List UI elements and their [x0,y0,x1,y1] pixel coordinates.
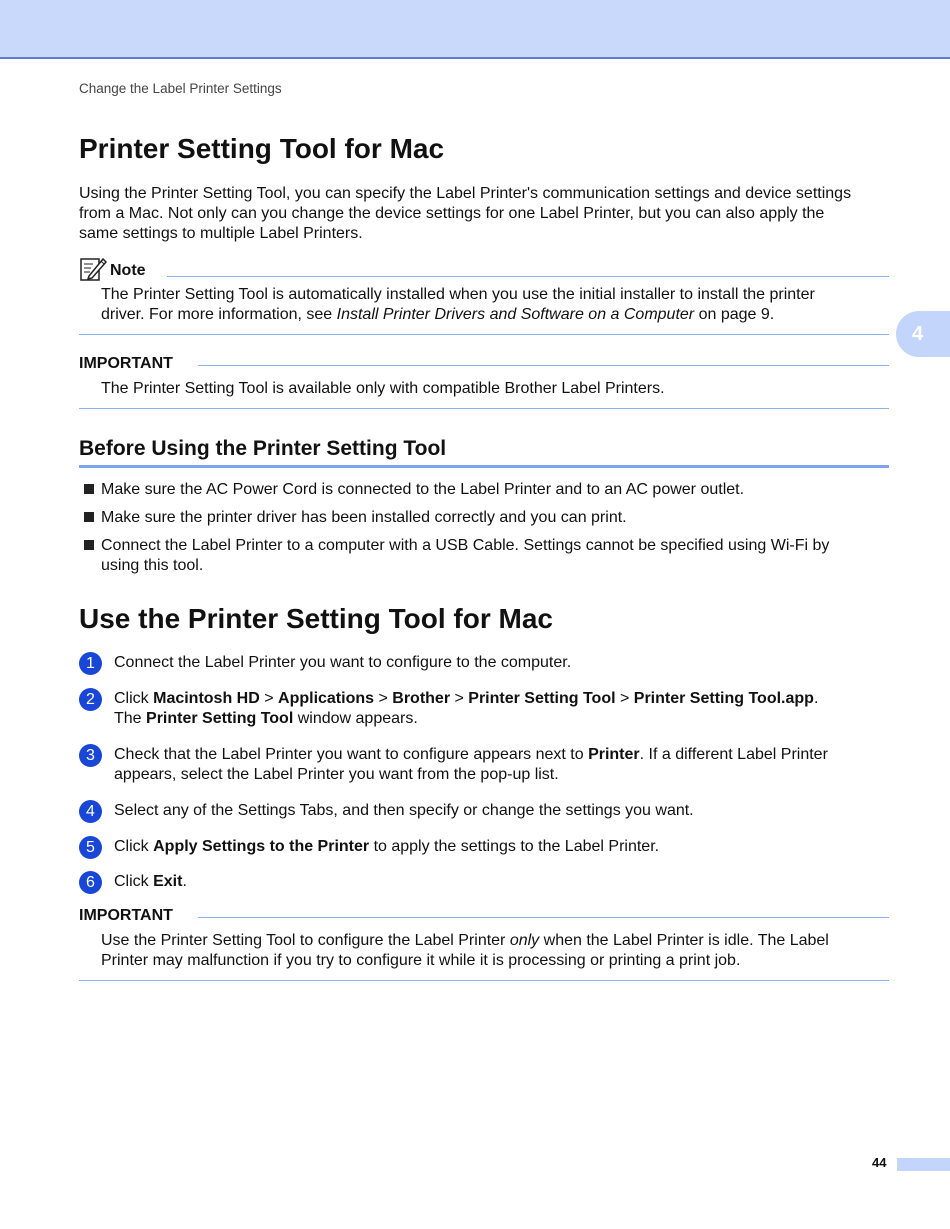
path-separator: > [259,690,279,707]
step-text-part: Click [114,838,154,855]
running-header: Change the Label Printer Settings [79,81,282,96]
intro-line: same settings to multiple Label Printers. [79,225,363,242]
important-line: Printer may malfunction if you try to configure it while it is processing or printing a print job. [101,952,741,969]
step-number-icon: 1 [79,652,102,675]
step-text [114,872,889,892]
step-text [114,837,889,857]
step-text [114,689,889,729]
important-bottom-rule [79,408,889,409]
ui-term: Printer [588,746,640,763]
step-text-part: . [813,690,819,707]
chapter-number: 4 [912,322,924,345]
note-pencil-icon [79,256,107,282]
important-top-rule [198,917,889,918]
menu-path-item: Macintosh HD [153,690,260,707]
step-number-icon: 3 [79,744,102,767]
step-text: Connect the Label Printer you want to configure to the computer. [114,654,572,671]
step-text-part: Click [114,873,154,890]
list-item-text: Make sure the AC Power Cord is connected to the Label Printer and to an AC power outlet. [101,481,745,498]
note-line: The Printer Setting Tool is automatically installed when you use the initial installer to install the printer [101,286,815,303]
step-number-icon: 4 [79,800,102,823]
important-top-rule [198,365,889,366]
section-title-printer-setting-tool: Printer Setting Tool for Mac [79,133,445,164]
note-line [101,305,891,325]
list-item-text [101,536,891,576]
menu-path-item: Brother [392,690,451,707]
step-number-icon: 6 [79,871,102,894]
section-title-before-using: Before Using the Printer Setting Tool [79,437,447,460]
step-text-part: window appears. [293,710,418,727]
menu-path-item: Printer Setting Tool [468,690,616,707]
step-text-part: Check that the Label Printer you want to configure appears next to [114,746,589,763]
important-text: when the Label Printer is idle. The Label [539,932,829,949]
important-body [101,931,891,971]
step-text-part: The [114,710,147,727]
note-header [79,256,889,282]
note-cross-reference: Install Printer Drivers and Software on a Computer [336,306,695,323]
important-text: The Printer Setting Tool is available only with compatible Brother Label Printers. [101,380,665,397]
path-separator: > [450,690,469,707]
top-banner [0,0,950,59]
list-item-text: Make sure the printer driver has been installed correctly and you can print. [101,509,627,526]
list-item-line: Connect the Label Printer to a computer with a USB Cable. Settings cannot be specified using Wi-Fi by [101,537,830,554]
path-separator: > [615,690,634,707]
important-label: IMPORTANT [79,907,173,924]
list-item-line: using this tool. [101,557,204,574]
important-bottom-rule [79,980,889,981]
step-text: Select any of the Settings Tabs, and then specify or change the settings you want. [114,802,694,819]
intro-paragraph [79,184,894,244]
bullet-square-icon [84,540,94,550]
intro-line: from a Mac. Not only can you change the device settings for one Label Printer, but you can also apply the [79,205,825,222]
note-text: on page 9. [694,306,775,323]
important-label: IMPORTANT [79,355,173,372]
step-number-icon: 2 [79,688,102,711]
important-line [101,931,891,951]
step-text-part: to apply the settings to the Label Printer. [369,838,660,855]
emphasis-text: only [509,932,540,949]
path-separator: > [374,690,393,707]
section-underline [79,465,889,468]
menu-path-item: Printer Setting Tool.app [633,690,814,707]
step-number-icon: 5 [79,836,102,859]
intro-line: Using the Printer Setting Tool, you can specify the Label Printer's communication settings and device settings [79,185,852,202]
menu-path-item: Applications [278,690,375,707]
page-number-bar [897,1158,950,1171]
section-title-use-tool: Use the Printer Setting Tool for Mac [79,603,553,634]
note-body [101,285,891,325]
bullet-square-icon [84,512,94,522]
step-text-part: Click [114,690,154,707]
window-name: Printer Setting Tool [146,710,294,727]
note-top-rule [167,276,889,277]
step-text [114,745,889,785]
important-text: Use the Printer Setting Tool to configure the Label Printer [101,932,510,949]
note-label: Note [110,262,146,279]
page-number: 44 [872,1155,887,1170]
step-text-part: . [182,873,187,890]
note-bottom-rule [79,334,889,335]
chapter-tab [896,311,950,357]
ui-term: Exit [153,873,183,890]
step-text-part: appears, select the Label Printer you want from the pop-up list. [114,766,559,783]
note-text: driver. For more information, see [101,306,337,323]
step-text-part: . If a different Label Printer [639,746,828,763]
bullet-square-icon [84,484,94,494]
ui-term: Apply Settings to the Printer [153,838,370,855]
